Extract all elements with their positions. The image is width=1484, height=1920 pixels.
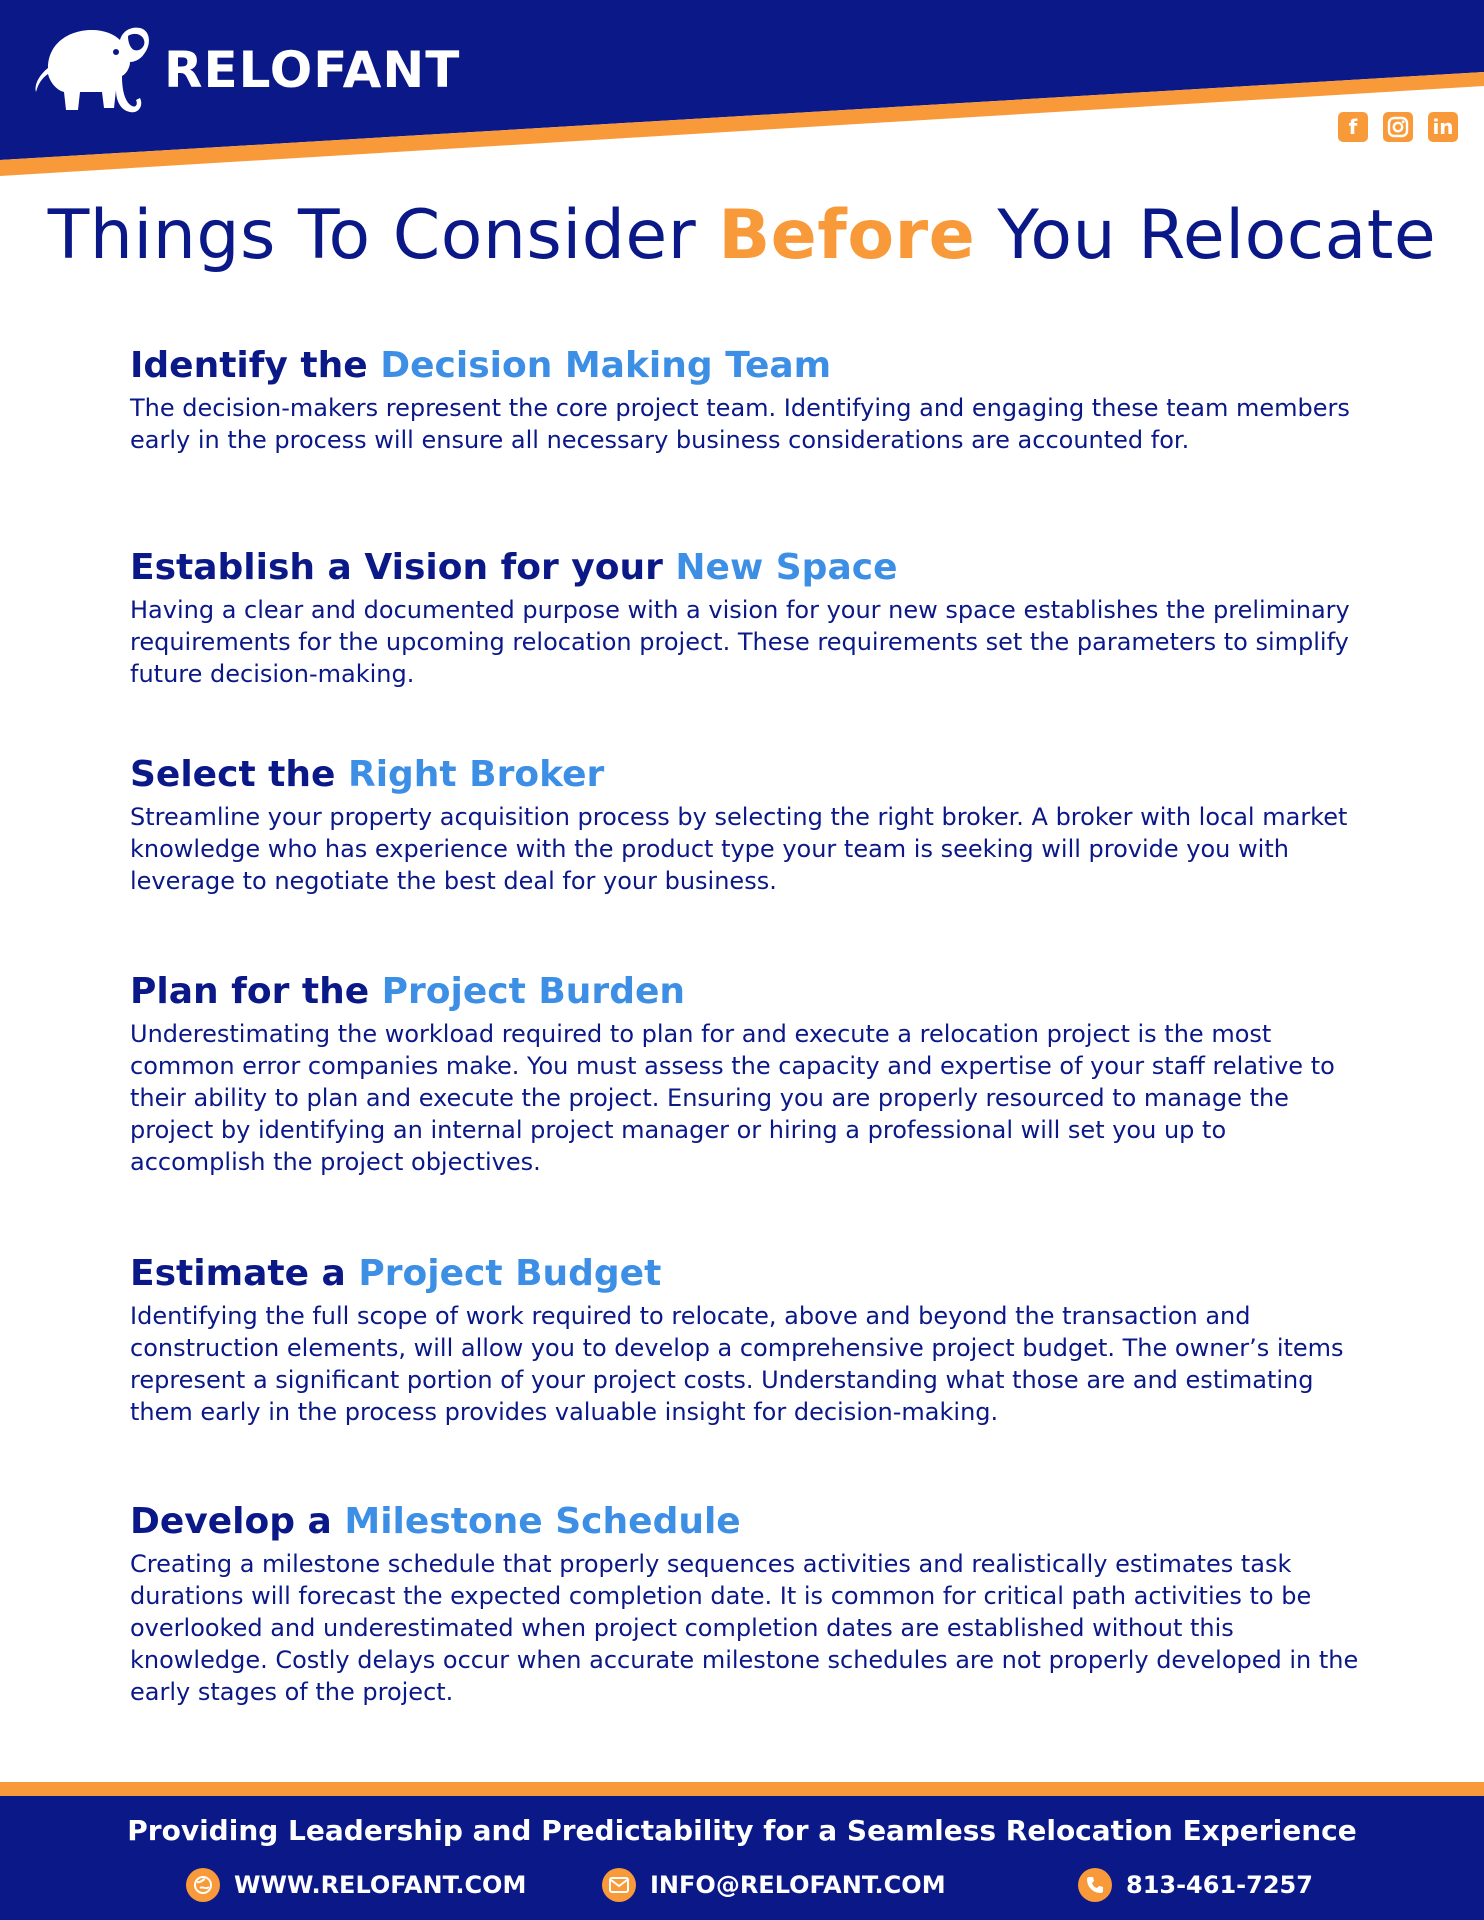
heading-lead: Select the xyxy=(130,754,348,795)
section-heading xyxy=(130,1248,1360,1300)
email-link[interactable]: INFO@RELOFANT.COM xyxy=(650,1871,946,1899)
section-broker xyxy=(130,749,1360,966)
contact-website[interactable] xyxy=(186,1868,526,1902)
section-body: Identifying the full scope of work required to relocate, above and beyond the transaction and construction elements, will allow you to develop a comprehensive project budget. The owner’s items represent a significant portion of your project costs. Understanding what those are and estimating them early in the process provides valuable insight for decision-making. xyxy=(130,1302,1344,1426)
footer-stripe xyxy=(0,1782,1484,1796)
section-body: Having a clear and documented purpose with a vision for your new space establishes the preliminary requirements for the upcoming relocation project. These requirements set the parameters to simplify future decision-making. xyxy=(130,596,1350,688)
elephant-icon xyxy=(30,18,152,122)
section-body: Creating a milestone schedule that properly sequences activities and realistically estimates task durations will forecast the expected completion date. It is common for critical path activities to be overlooked and underestimated when project completion dates are established without this knowledge. Costly delays occur when accurate milestone schedules are not properly developed in the early stages of the project. xyxy=(130,1550,1359,1706)
section-burden xyxy=(130,966,1360,1248)
section-heading xyxy=(130,966,1360,1018)
brand-name: RELOFANT xyxy=(164,41,461,99)
globe-icon xyxy=(186,1868,220,1902)
heading-highlight: New Space xyxy=(675,547,898,588)
linkedin-icon[interactable]: in xyxy=(1428,112,1458,142)
section-heading xyxy=(130,542,1360,594)
contact-phone[interactable] xyxy=(1078,1868,1313,1902)
section-decision-team xyxy=(130,340,1360,542)
heading-lead: Plan for the xyxy=(130,971,382,1012)
heading-lead: Establish a Vision for your xyxy=(130,547,676,588)
heading-highlight: Project Budget xyxy=(358,1253,662,1294)
section-heading xyxy=(130,749,1360,801)
footer xyxy=(0,1796,1484,1920)
section-vision xyxy=(130,542,1360,749)
social-links xyxy=(1338,112,1458,142)
relofant-logo[interactable] xyxy=(30,18,460,122)
title-accent: Before xyxy=(718,196,976,275)
instagram-glyph xyxy=(1387,116,1409,138)
heading-highlight: Project Burden xyxy=(381,971,686,1012)
section-body: The decision-makers represent the core project team. Identifying and engaging these team members early in the process will ensure all necessary business considerations are accounted for. xyxy=(130,394,1350,454)
section-body: Underestimating the workload required to plan for and execute a relocation project is the most common error companies make. You must assess the capacity and expertise of your staff relative to their ability to plan and execute the project. Ensuring you are properly resourced to manage the project by identifying an internal project manager or hiring a professional will set you up to accomplish the project objectives. xyxy=(130,1020,1335,1176)
section-heading xyxy=(130,340,1360,392)
heading-lead: Identify the xyxy=(130,345,381,386)
contact-email[interactable] xyxy=(602,1868,946,1902)
consideration-list xyxy=(130,340,1360,1708)
envelope-icon xyxy=(602,1868,636,1902)
website-link[interactable]: WWW.RELOFANT.COM xyxy=(234,1871,527,1899)
heading-highlight: Right Broker xyxy=(347,754,605,795)
section-schedule xyxy=(130,1496,1360,1708)
footer-tagline: Providing Leadership and Predictability for a Seamless Relocation Experience xyxy=(127,1814,1357,1847)
page-title xyxy=(0,196,1484,275)
instagram-icon[interactable] xyxy=(1383,112,1413,142)
section-heading xyxy=(130,1496,1360,1548)
phone-number[interactable]: 813-461-7257 xyxy=(1126,1871,1313,1899)
section-budget xyxy=(130,1248,1360,1496)
phone-icon xyxy=(1078,1868,1112,1902)
title-post: You Relocate xyxy=(975,196,1437,275)
heading-highlight: Milestone Schedule xyxy=(344,1501,741,1542)
heading-lead: Estimate a xyxy=(130,1253,359,1294)
heading-highlight: Decision Making Team xyxy=(380,345,832,386)
facebook-icon[interactable]: f xyxy=(1338,112,1368,142)
section-body: Streamline your property acquisition process by selecting the right broker. A broker with local market knowledge who has experience with the product type your team is seeking will provide you with leverage to negotiate the best deal for your business. xyxy=(130,803,1348,895)
heading-lead: Develop a xyxy=(130,1501,345,1542)
title-pre: Things To Consider xyxy=(47,196,719,275)
